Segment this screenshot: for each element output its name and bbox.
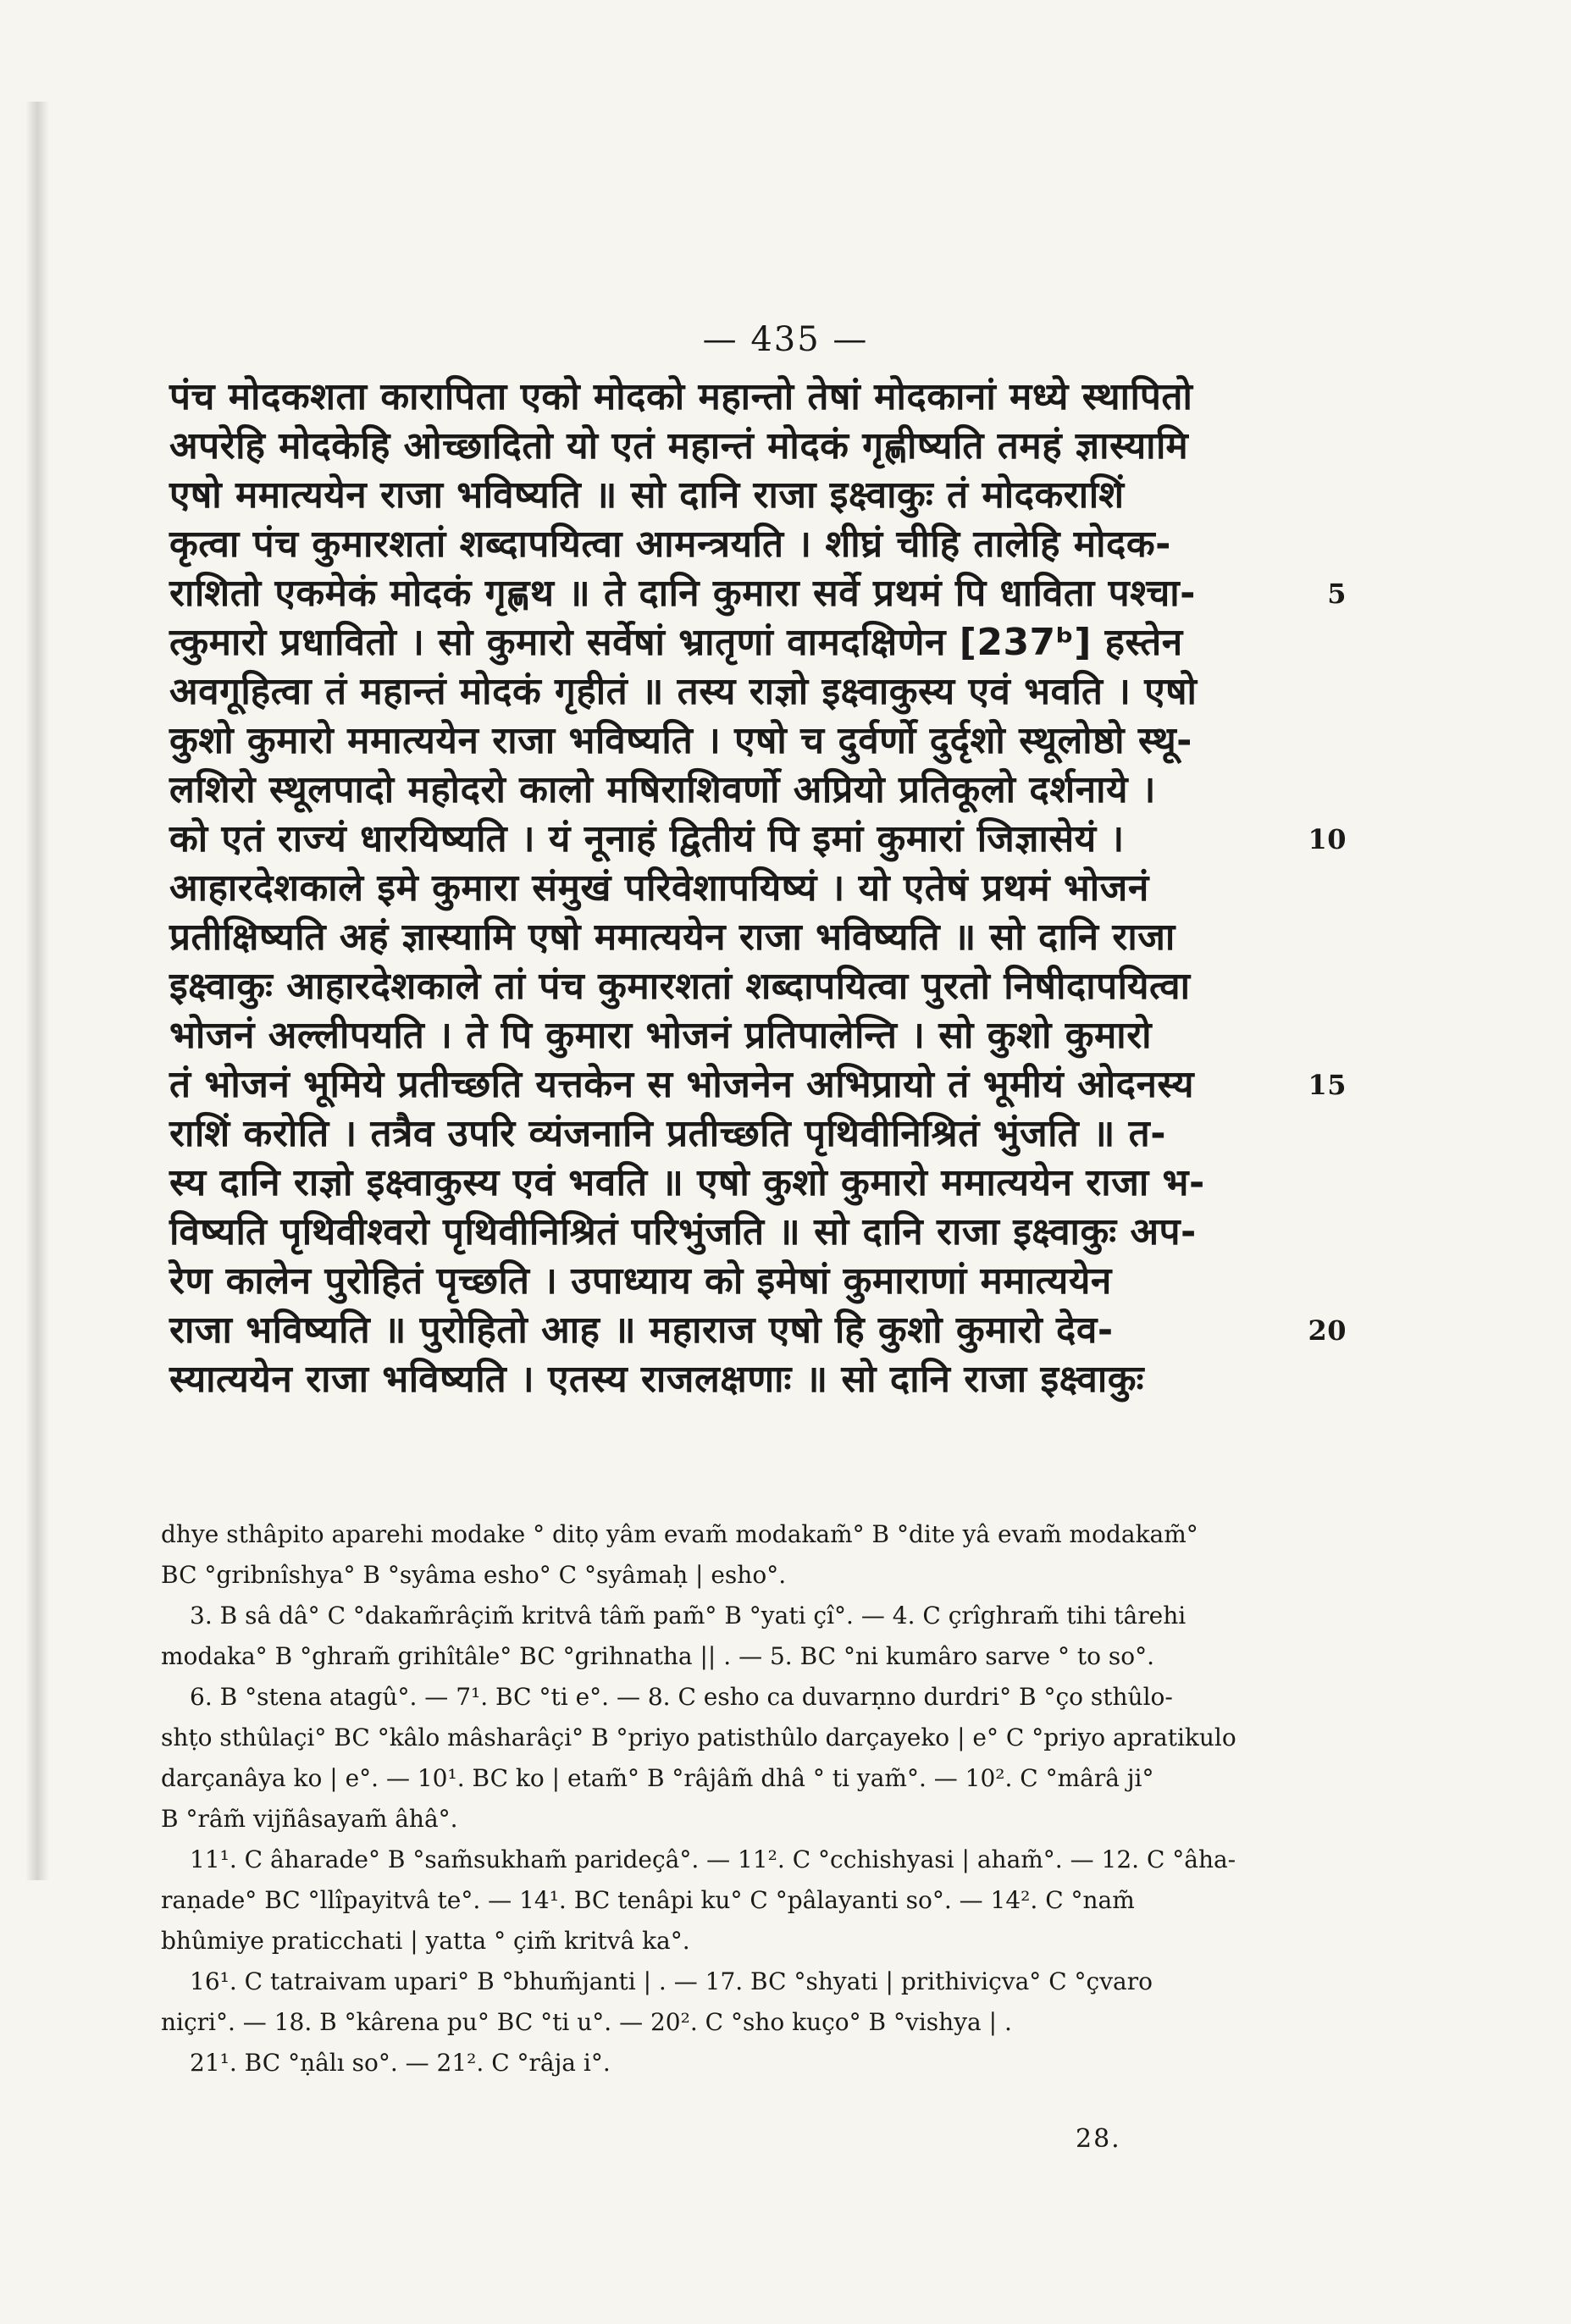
line-text: राशिं करोति । तत्रैव उपरि व्यंजनानि प्रतीच्छति पृथिवीनिश्रितं भुंजति ॥ त- [169, 1112, 1166, 1155]
line-number: 15 [1308, 1069, 1347, 1101]
note-line: 3. B sâ dâ° C °dakam̃râçim̃ kritvâ tâm̃ pam̃° B °yati çî°. — 4. C çrîghram̃ tihi târehi [190, 1602, 1187, 1630]
text-line [169, 373, 1287, 422]
line-text: इक्ष्वाकुः आहारदेशकाले तां पंच कुमारशतां शब्दापयित्वा पुरतो निषीदापयित्वा [169, 965, 1191, 1008]
line-text: राशितो एकमेकं मोदकं गृह्णथ ॥ ते दानि कुमारा सर्वे प्रथमं पि धाविता पश्चा- [169, 572, 1196, 615]
note-line: 6. B °stena atagû°. — 7¹. BC °ti e°. — 8. C esho ca duvarṇno durdri° B °ço sthûlo- [190, 1683, 1173, 1711]
note-line: bhûmiye praticchati | yatta ° çim̃ kritvâ ka°. [161, 1927, 690, 1955]
note-line: shṭo sthûlaçi° BC °kâlo mâsharâçi° B °priyo patisthûlo darçayeko | e° C °priyo apratikulo [161, 1724, 1236, 1751]
text-line [169, 717, 1287, 766]
text-line [169, 815, 1347, 864]
line-text: रेण कालेन पुरोहितं पृच्छति । उपाध्याय को इमेषां कुमाराणां ममात्ययेन [169, 1259, 1112, 1303]
text-line [169, 766, 1287, 815]
note-line: niçri°. — 18. B °kârena pu° BC °ti u°. — 20². C °sho kuço° B °vishya | . [161, 2008, 1012, 2036]
line-text: लशिरो स्थूलपादो महोदरो कालो मषिराशिवर्णो अप्रियो प्रतिकूलो दर्शनाये । [169, 768, 1156, 811]
line-number: 20 [1308, 1314, 1347, 1347]
line-text: त्कुमारो प्रधावितो । सो कुमारो सर्वेषां भ्रातृणां वामदक्षिणेन [237ᵇ] हस्तेन [169, 621, 1183, 664]
note-line: 16¹. C tatraivam upari° B °bhum̃janti | . — 17. BC °shyati | prithiviçva° C °çvaro [190, 1967, 1153, 1995]
text-line [169, 1208, 1287, 1257]
text-line [169, 1355, 1287, 1404]
line-text: स्य दानि राज्ञो इक्ष्वाकुस्य एवं भवति ॥ एषो कुशो कुमारो ममात्ययेन राजा भ- [169, 1161, 1205, 1204]
text-line [169, 1060, 1347, 1109]
line-number: 10 [1308, 823, 1347, 855]
printer-signature-mark: 28. [1076, 2124, 1121, 2154]
text-line [169, 1306, 1347, 1355]
text-line [169, 1109, 1287, 1159]
text-line [169, 1011, 1287, 1060]
line-text: कृत्वा पंच कुमारशतां शब्दापयित्वा आमन्त्रयति । शीघ्रं चीहि तालेहि मोदक- [169, 523, 1171, 566]
scan-binding-shadow [25, 102, 49, 1880]
page-number: — 435 — [702, 320, 869, 359]
note-line: darçanâya ko | e°. — 10¹. BC ko | etam̃° B °râjâm̃ dhâ ° ti yam̃°. — 10². C °mârâ ji° [161, 1764, 1154, 1792]
line-text: तं भोजनं भूमिये प्रतीच्छति यत्तकेन स भोजनेन अभिप्रायो तं भूमीयं ओदनस्य [169, 1063, 1195, 1106]
text-line [169, 913, 1287, 962]
line-text: स्यात्ययेन राजा भविष्यति । एतस्य राजलक्षणाः ॥ सो दानि राजा इक्ष्वाकुः [169, 1358, 1144, 1401]
line-number: 5 [1327, 578, 1347, 610]
note-line: BC °gribnîshya° B °syâma esho° C °syâmaḥ | esho°. [161, 1561, 787, 1589]
line-text: विष्यति पृथिवीश्वरो पृथिवीनिश्रितं परिभुंजति ॥ सो दानि राजा इक्ष्वाकुः अप- [169, 1210, 1197, 1253]
critical-apparatus-notes [161, 1516, 1296, 2085]
text-line [169, 667, 1287, 717]
text-line [169, 520, 1287, 569]
text-line [169, 864, 1287, 913]
note-line: modaka° B °ghram̃ grihîtâle° BC °grihnatha || . — 5. BC °ni kumâro sarve ° to so°. [161, 1642, 1155, 1670]
text-line [169, 1159, 1287, 1208]
text-line [169, 1257, 1287, 1306]
note-line: 11¹. C âharade° B °sam̃sukham̃ parideçâ°. — 11². C °cchishyasi | aham̃°. — 12. C °âha- [190, 1845, 1236, 1873]
line-text: राजा भविष्यति ॥ पुरोहितो आह ॥ महाराज एषो हि कुशो कुमारो देव- [169, 1309, 1114, 1352]
line-text: एषो ममात्ययेन राजा भविष्यति ॥ सो दानि राजा इक्ष्वाकुः तं मोदकराशिं [169, 473, 1125, 517]
line-text: कुशो कुमारो ममात्ययेन राजा भविष्यति । एषो च दुर्वर्णो दुर्दृशो स्थूलोष्ठो स्थू- [169, 719, 1192, 762]
note-line: B °râm̃ vijñâsayam̃ âhâ°. [161, 1805, 458, 1833]
text-line [169, 569, 1347, 618]
line-text: पंच मोदकशता कारापिता एको मोदको महान्तो तेषां मोदकानां मध्ये स्थापितो [169, 375, 1193, 418]
line-text: प्रतीक्षिष्यति अहं ज्ञास्यामि एषो ममात्ययेन राजा भविष्यति ॥ सो दानि राजा [169, 916, 1175, 959]
line-text: अपरेहि मोदकेहि ओच्छादितो यो एतं महान्तं मोदकं गृह्णीष्यति तमहं ज्ञास्यामि [169, 424, 1189, 468]
line-text: भोजनं अल्लीपयति । ते पि कुमारा भोजनं प्रतिपालेन्ति । सो कुशो कुमारो [169, 1014, 1153, 1057]
line-text: आहारदेशकाले इमे कुमारा संमुखं परिवेशापयिष्यं । यो एतेषं प्रथमं भोजनं [169, 866, 1149, 910]
text-line [169, 962, 1287, 1011]
sanskrit-main-text [169, 373, 1347, 1404]
line-text: को एतं राज्यं धारयिष्यति । यं नूनाहं द्वितीयं पि इमां कुमारां जिज्ञासेयं । [169, 817, 1125, 860]
text-line [169, 618, 1287, 667]
text-line [169, 471, 1287, 520]
line-text: अवगूहित्वा तं महान्तं मोदकं गृहीतं ॥ तस्य राज्ञो इक्ष्वाकुस्य एवं भवति । एषो [169, 670, 1198, 713]
note-line: 21¹. BC °ṇâlı so°. — 21². C °râja i°. [190, 2049, 611, 2077]
note-line: raṇade° BC °llîpayitvâ te°. — 14¹. BC tenâpi ku° C °pâlayanti so°. — 14². C °nam̃ [161, 1886, 1135, 1914]
text-line [169, 422, 1287, 471]
note-line: dhye sthâpito aparehi modake ° ditọ yâm evam̃ modakam̃° B °dite yâ evam̃ modakam̃° [161, 1520, 1198, 1548]
